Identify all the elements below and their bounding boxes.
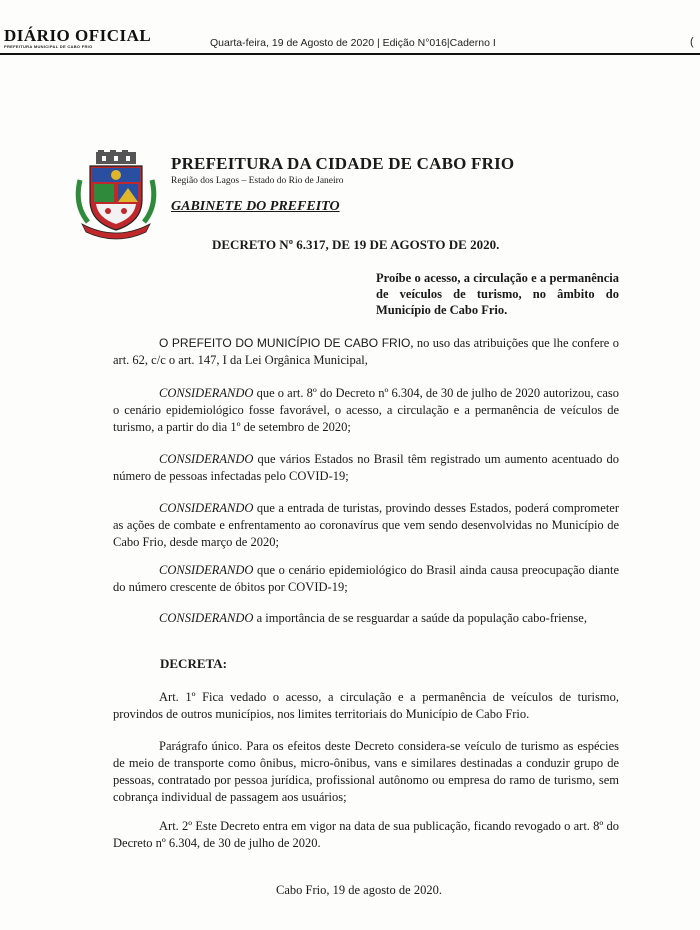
- considerando-paragraph: [113, 500, 619, 551]
- masthead-subtitle: PREFEITURA MUNICIPAL DE CABO FRIO: [4, 44, 93, 49]
- city-coat-of-arms-icon: [74, 150, 158, 240]
- masthead-edge-mark: (: [690, 36, 694, 48]
- decree-title: DECRETO Nº 6.317, DE 19 DE AGOSTO DE 2020.: [212, 237, 500, 252]
- considerando-text: que vários Estados no Brasil têm registrado um aumento acentuado do número de pessoas infectadas pelo COVID-19;: [113, 452, 619, 483]
- considerando-paragraph: [113, 451, 619, 485]
- considerando-lead: CONSIDERANDO: [159, 611, 254, 625]
- article-text: Art. 1º Fica vedado o acesso, a circulação e a permanência de veículos de turismo, provindos de outros municípios, nos limites territoriais do Município de Cabo Frio.: [113, 690, 619, 721]
- considerando-text: que o art. 8º do Decreto nº 6.304, de 30 de julho de 2020 autorizou, caso o cenário epidemiológico fosse favorável, o acesso, a circulação e a permanência de veículos de turismo, a partir do dia 1º de setembro de 2020;: [113, 386, 619, 434]
- article-paragraph: [113, 689, 619, 723]
- considerando-text: que o cenário epidemiológico do Brasil ainda causa preocupação diante do número crescente de óbitos por COVID-19;: [113, 563, 619, 594]
- preamble-paragraph: [113, 335, 619, 369]
- preamble-subject: O PREFEITO DO MUNICÍPIO DE CABO FRIO: [159, 336, 411, 350]
- considerando-paragraph: [113, 562, 619, 596]
- article-text: Art. 2º Este Decreto entra em vigor na data de sua publicação, ficando revogado o art. 8º do Decreto nº 6.304, de 30 de julho de 2020.: [113, 819, 619, 850]
- considerando-lead: CONSIDERANDO: [159, 452, 254, 466]
- cabinet-heading: GABINETE DO PREFEITO: [171, 199, 340, 214]
- masthead-divider: [0, 53, 700, 55]
- considerando-lead: CONSIDERANDO: [159, 501, 254, 515]
- decree-summary: Proíbe o acesso, a circulação e a permanência de veículos de turismo, no âmbito do Município de Cabo Frio.: [376, 271, 619, 317]
- masthead-title: DIÁRIO OFICIAL: [4, 26, 152, 45]
- considerando-text: a importância de se resguardar a saúde da população cabo-friense,: [253, 611, 587, 625]
- considerando-lead: CONSIDERANDO: [159, 386, 254, 400]
- masthead-edition-info: Quarta-feira, 19 de Agosto de 2020 | Edição N°016|Caderno I: [210, 37, 496, 49]
- closing-date: Cabo Frio, 19 de agosto de 2020.: [276, 883, 442, 897]
- considerando-text: que a entrada de turistas, provindo desses Estados, poderá comprometer as ações de combate e enfrentamento ao coronavírus que vem sendo desenvolvidas no Município de Cabo Frio, desde março de 2020;: [113, 501, 619, 549]
- article-paragraph: [113, 738, 619, 806]
- region-subtitle: Região dos Lagos – Estado do Rio de Janeiro: [171, 176, 344, 186]
- decreta-heading: DECRETA:: [160, 656, 227, 671]
- preamble-text: , no uso das atribuições que lhe confere o art. 62, c/c o art. 147, I da Lei Orgânica Municipal,: [113, 336, 619, 367]
- article-paragraph: [113, 818, 619, 852]
- considerando-lead: CONSIDERANDO: [159, 563, 254, 577]
- masthead: [0, 0, 700, 54]
- considerando-paragraph: [113, 385, 619, 436]
- considerando-paragraph: [113, 610, 619, 627]
- article-text: Parágrafo único. Para os efeitos deste Decreto considera-se veículo de turismo as espécies de meio de transporte como ônibus, micro-ônibus, vans e similares destinadas a conduzir grupo de pessoas, contratado por pessoa jurídica, profissional autônomo ou empresa do ramo de turismo, sem cobrança individual de passagem aos usuários;: [113, 739, 619, 804]
- city-hall-title: PREFEITURA DA CIDADE DE CABO FRIO: [171, 154, 515, 173]
